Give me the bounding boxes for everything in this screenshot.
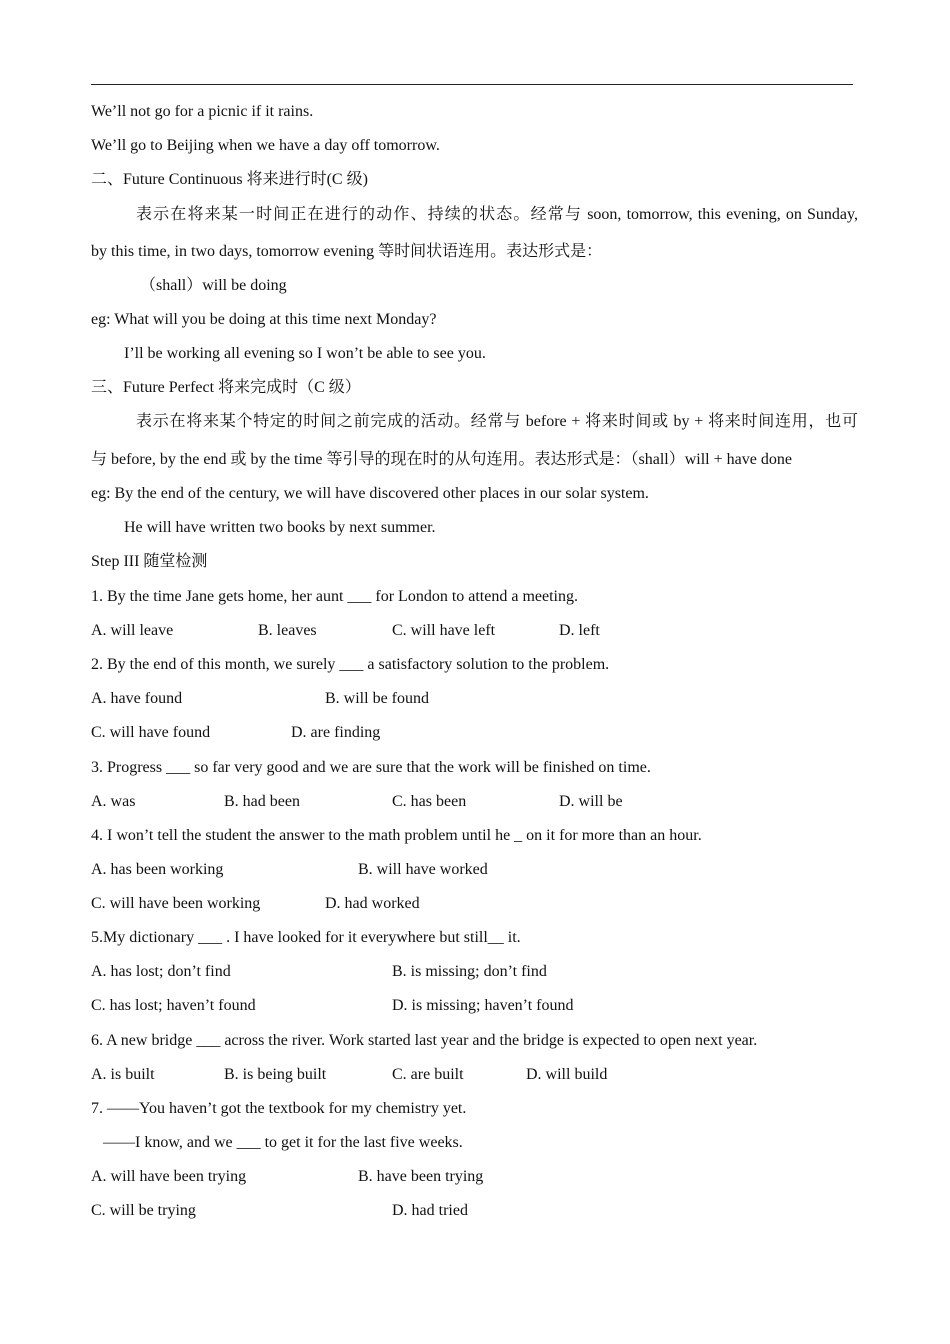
option: B. will be found	[325, 690, 429, 707]
option: D. left	[559, 622, 600, 639]
text-line: We’ll not go for a picnic if it rains.	[91, 103, 314, 120]
example-line: eg: By the end of the century, we will have discovered other places in our solar system.	[91, 485, 649, 502]
option: B. have been trying	[358, 1168, 484, 1185]
example-line: He will have written two books by next summer.	[124, 519, 436, 536]
paragraph-line: 表示在将来某个特定的时间之前完成的活动。经常与 before + 将来时间或 by + 将来时间连用，也可	[136, 413, 858, 430]
option: B. leaves	[258, 622, 317, 639]
option: B. is being built	[224, 1066, 327, 1083]
option: C. will have found	[91, 724, 211, 741]
question-1: 1. By the time Jane gets home, her aunt ___ for London to attend a meeting.	[91, 588, 578, 605]
option: A. has been working	[91, 861, 224, 878]
option: A. has lost; don’t find	[91, 963, 231, 980]
step-heading: Step III 随堂检测	[91, 553, 208, 570]
example-line: I’ll be working all evening so I won’t be able to see you.	[124, 345, 486, 362]
example-line: eg: What will you be doing at this time next Monday?	[91, 311, 437, 328]
question-2: 2. By the end of this month, we surely ___ a satisfactory solution to the problem.	[91, 656, 610, 673]
formula-line: （shall）will be doing	[140, 277, 287, 294]
option: A. have found	[91, 690, 183, 707]
option: C. will be trying	[91, 1202, 196, 1219]
question-6: 6. A new bridge ___ across the river. Work started last year and the bridge is expected to open next year.	[91, 1032, 758, 1049]
option: B. had been	[224, 793, 300, 810]
paragraph-line: 与 before, by the end 或 by the time 等引导的现在时的从句连用。表达形式是：（shall）will + have done	[91, 451, 792, 468]
option: D. will build	[526, 1066, 608, 1083]
option: A. is built	[91, 1066, 155, 1083]
question-7: 7. ——You haven’t got the textbook for my chemistry yet.	[91, 1100, 467, 1117]
option: D. is missing; haven’t found	[392, 997, 574, 1014]
paragraph-line: 表示在将来某一时间正在进行的动作、持续的状态。经常与 soon, tomorrow, this evening, on Sunday,	[136, 206, 858, 223]
question-3: 3. Progress ___ so far very good and we are sure that the work will be finished on time.	[91, 759, 651, 776]
option: C. will have been working	[91, 895, 261, 912]
header-rule	[91, 84, 853, 85]
option: D. had tried	[392, 1202, 468, 1219]
question-4: 4. I won’t tell the student the answer to the math problem until he _ on it for more than an hour.	[91, 827, 702, 844]
section-heading: 三、Future Perfect 将来完成时（C 级）	[91, 379, 361, 396]
question-7-reply: ——I know, and we ___ to get it for the last five weeks.	[103, 1134, 463, 1151]
text-line: We’ll go to Beijing when we have a day off tomorrow.	[91, 137, 440, 154]
option: D. are finding	[291, 724, 381, 741]
option: B. will have worked	[358, 861, 488, 878]
paragraph-line: by this time, in two days, tomorrow evening 等时间状语连用。表达形式是：	[91, 243, 603, 260]
option: A. will have been trying	[91, 1168, 247, 1185]
question-5: 5.My dictionary ___ . I have looked for it everywhere but still__ it.	[91, 929, 521, 946]
option: A. was	[91, 793, 136, 810]
option: C. has been	[392, 793, 467, 810]
option: C. will have left	[392, 622, 496, 639]
option: C. has lost; haven’t found	[91, 997, 256, 1014]
option: D. had worked	[325, 895, 420, 912]
section-heading: 二、Future Continuous 将来进行时(C 级)	[91, 171, 368, 188]
option: D. will be	[559, 793, 623, 810]
option: B. is missing; don’t find	[392, 963, 547, 980]
option: C. are built	[392, 1066, 464, 1083]
option: A. will leave	[91, 622, 174, 639]
